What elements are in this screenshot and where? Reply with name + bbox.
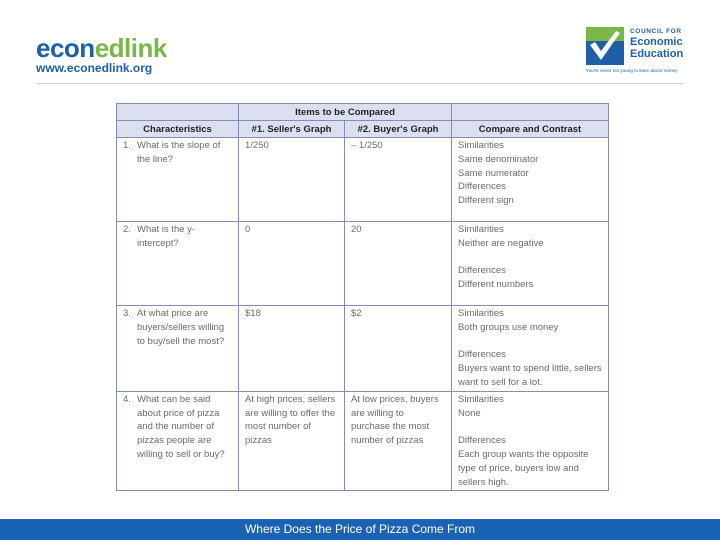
table-column-header-row [117, 121, 609, 138]
econedlink-url[interactable]: www.econedlink.org [36, 61, 153, 75]
table-corner-cell [452, 104, 609, 121]
question-cell: 1. What is the slope of the line? [117, 138, 239, 222]
buyer-cell: 20 [345, 222, 452, 306]
slide-title: Where Does the Price of Pizza Come From [244, 522, 476, 536]
table-row [117, 391, 609, 491]
question-cell: 4. What can be said about price of pizza and the number of pizzas people are willing to sell or buy? [117, 391, 239, 491]
seller-cell: 1/250 [239, 138, 345, 222]
table-row [117, 138, 609, 222]
buyer-cell: $2 [345, 306, 452, 392]
compare-cell: Similarities None Differences Each group wants the opposite type of price, buyers low and sellers high. [452, 391, 609, 491]
seller-cell: $18 [239, 306, 345, 392]
spacer [458, 335, 602, 349]
table-row [117, 222, 609, 306]
seller-cell: At high prices, sellers are willing to offer the most number of pizzas [239, 391, 345, 491]
question-cell: 2. What is the y-intercept? [117, 222, 239, 306]
buyer-cell: – 1/250 [345, 138, 452, 222]
buyer-cell: At low prices, buyers are willing to purchase the most number of pizzas [345, 391, 452, 491]
header-divider [36, 83, 684, 84]
econedlink-logo[interactable] [36, 34, 167, 75]
compare-cell: Similarities Both groups use money Differences Buyers want to spend little, sellers want to sell for a lot. [452, 306, 609, 392]
question-cell: 3. At what price are buyers/sellers willing to buy/sell the most? [117, 306, 239, 392]
table-group-header-row [117, 104, 609, 121]
cfe-tagline: You're never too young to learn about money [586, 68, 678, 73]
seller-cell: 0 [239, 222, 345, 306]
econedlink-wordmark: econedlink [36, 33, 167, 63]
compare-cell: Similarities Neither are negative Differences Different numbers [452, 222, 609, 306]
spacer [458, 251, 602, 265]
cfe-name: COUNCIL FOR Economic Education [630, 28, 684, 60]
table-corner-cell [117, 104, 239, 121]
column-header-seller: #1. Seller's Graph [239, 121, 345, 138]
footer-bar [0, 519, 720, 540]
column-header-buyer: #2. Buyer's Graph [345, 121, 452, 138]
check-mark-logo-icon [586, 27, 624, 65]
table-row [117, 306, 609, 392]
compare-cell: Similarities Same denominator Same numerator Differences Different sign [452, 138, 609, 222]
cfe-logo[interactable] [586, 26, 686, 76]
column-header-characteristics: Characteristics [117, 121, 239, 138]
column-header-compare: Compare and Contrast [452, 121, 609, 138]
spacer [458, 420, 602, 434]
items-compared-header: Items to be Compared [239, 104, 452, 121]
comparison-table [116, 103, 609, 491]
